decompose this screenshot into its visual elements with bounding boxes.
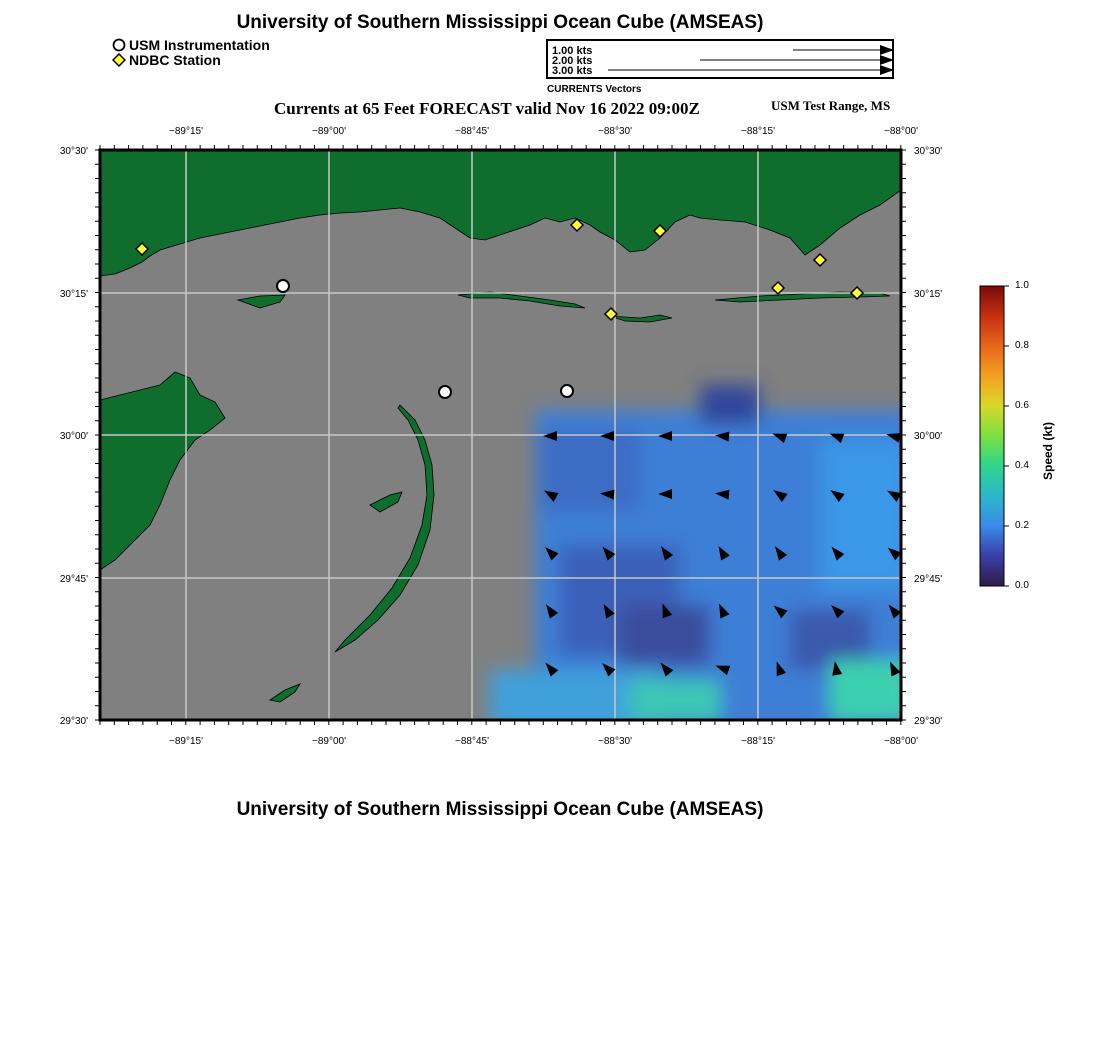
lat-label: 30°30' bbox=[59, 146, 88, 157]
colorbar-tick: 0.2 bbox=[1015, 520, 1029, 531]
lat-label: 29°30' bbox=[914, 716, 943, 727]
lat-label: 30°00' bbox=[59, 431, 88, 442]
lon-label: −88°00' bbox=[884, 736, 918, 747]
lon-labels-top bbox=[169, 126, 918, 137]
colorbar-tick: 0.8 bbox=[1015, 340, 1029, 351]
colorbar-tick: 0.4 bbox=[1015, 460, 1029, 471]
lat-label: 29°45' bbox=[59, 574, 88, 585]
lat-label: 30°15' bbox=[914, 289, 943, 300]
lon-label: −89°15' bbox=[169, 126, 203, 137]
region-label: USM Test Range, MS bbox=[771, 98, 891, 113]
lat-label: 30°00' bbox=[914, 431, 943, 442]
legend-usm-label: USM Instrumentation bbox=[129, 37, 270, 53]
speed-colorbar bbox=[975, 282, 1015, 592]
map-subtitle: Currents at 65 Feet FORECAST valid Nov 16 2022 09:00Z bbox=[274, 99, 700, 118]
chart-title: University of Southern Mississippi Ocean Cube (AMSEAS) bbox=[236, 12, 764, 33]
lat-label: 30°15' bbox=[59, 289, 88, 300]
lon-label: −88°15' bbox=[741, 736, 775, 747]
lon-label: −88°30' bbox=[598, 736, 632, 747]
scale-label-2kt: 2.00 kts bbox=[552, 55, 593, 67]
usm-marker-3 bbox=[561, 385, 573, 397]
colorbar-tick: 0.6 bbox=[1015, 400, 1029, 411]
lon-label: −88°45' bbox=[455, 126, 489, 137]
colorbar-tick: 0.0 bbox=[1015, 580, 1029, 591]
lat-labels-right bbox=[914, 146, 942, 727]
footer-title: University of Southern Mississippi Ocean Cube (AMSEAS) bbox=[236, 799, 764, 820]
lat-label: 29°45' bbox=[914, 574, 943, 585]
vector-scale-caption: CURRENTS Vectors bbox=[547, 84, 642, 95]
colorbar-tick: 1.0 bbox=[1015, 280, 1029, 291]
scale-label-1kt: 1.00 kts bbox=[552, 45, 593, 57]
usm-marker-2 bbox=[439, 386, 451, 398]
lat-label: 29°30' bbox=[59, 716, 88, 727]
lon-label: −89°00' bbox=[312, 126, 346, 137]
legend-ndbc-label: NDBC Station bbox=[129, 52, 221, 68]
lon-label: −88°30' bbox=[598, 126, 632, 137]
lon-label: −88°45' bbox=[455, 736, 489, 747]
lat-label: 30°30' bbox=[914, 146, 943, 157]
lat-labels-left bbox=[60, 146, 88, 727]
lon-labels-bottom bbox=[169, 736, 918, 747]
lon-label: −89°15' bbox=[169, 736, 203, 747]
colorbar-title: Speed (kt) bbox=[1041, 421, 1055, 480]
lon-label: −88°15' bbox=[741, 126, 775, 137]
scale-label-3kt: 3.00 kts bbox=[552, 65, 593, 77]
lon-label: −89°00' bbox=[312, 736, 346, 747]
lon-label: −88°00' bbox=[884, 126, 918, 137]
usm-marker-1 bbox=[277, 280, 289, 292]
